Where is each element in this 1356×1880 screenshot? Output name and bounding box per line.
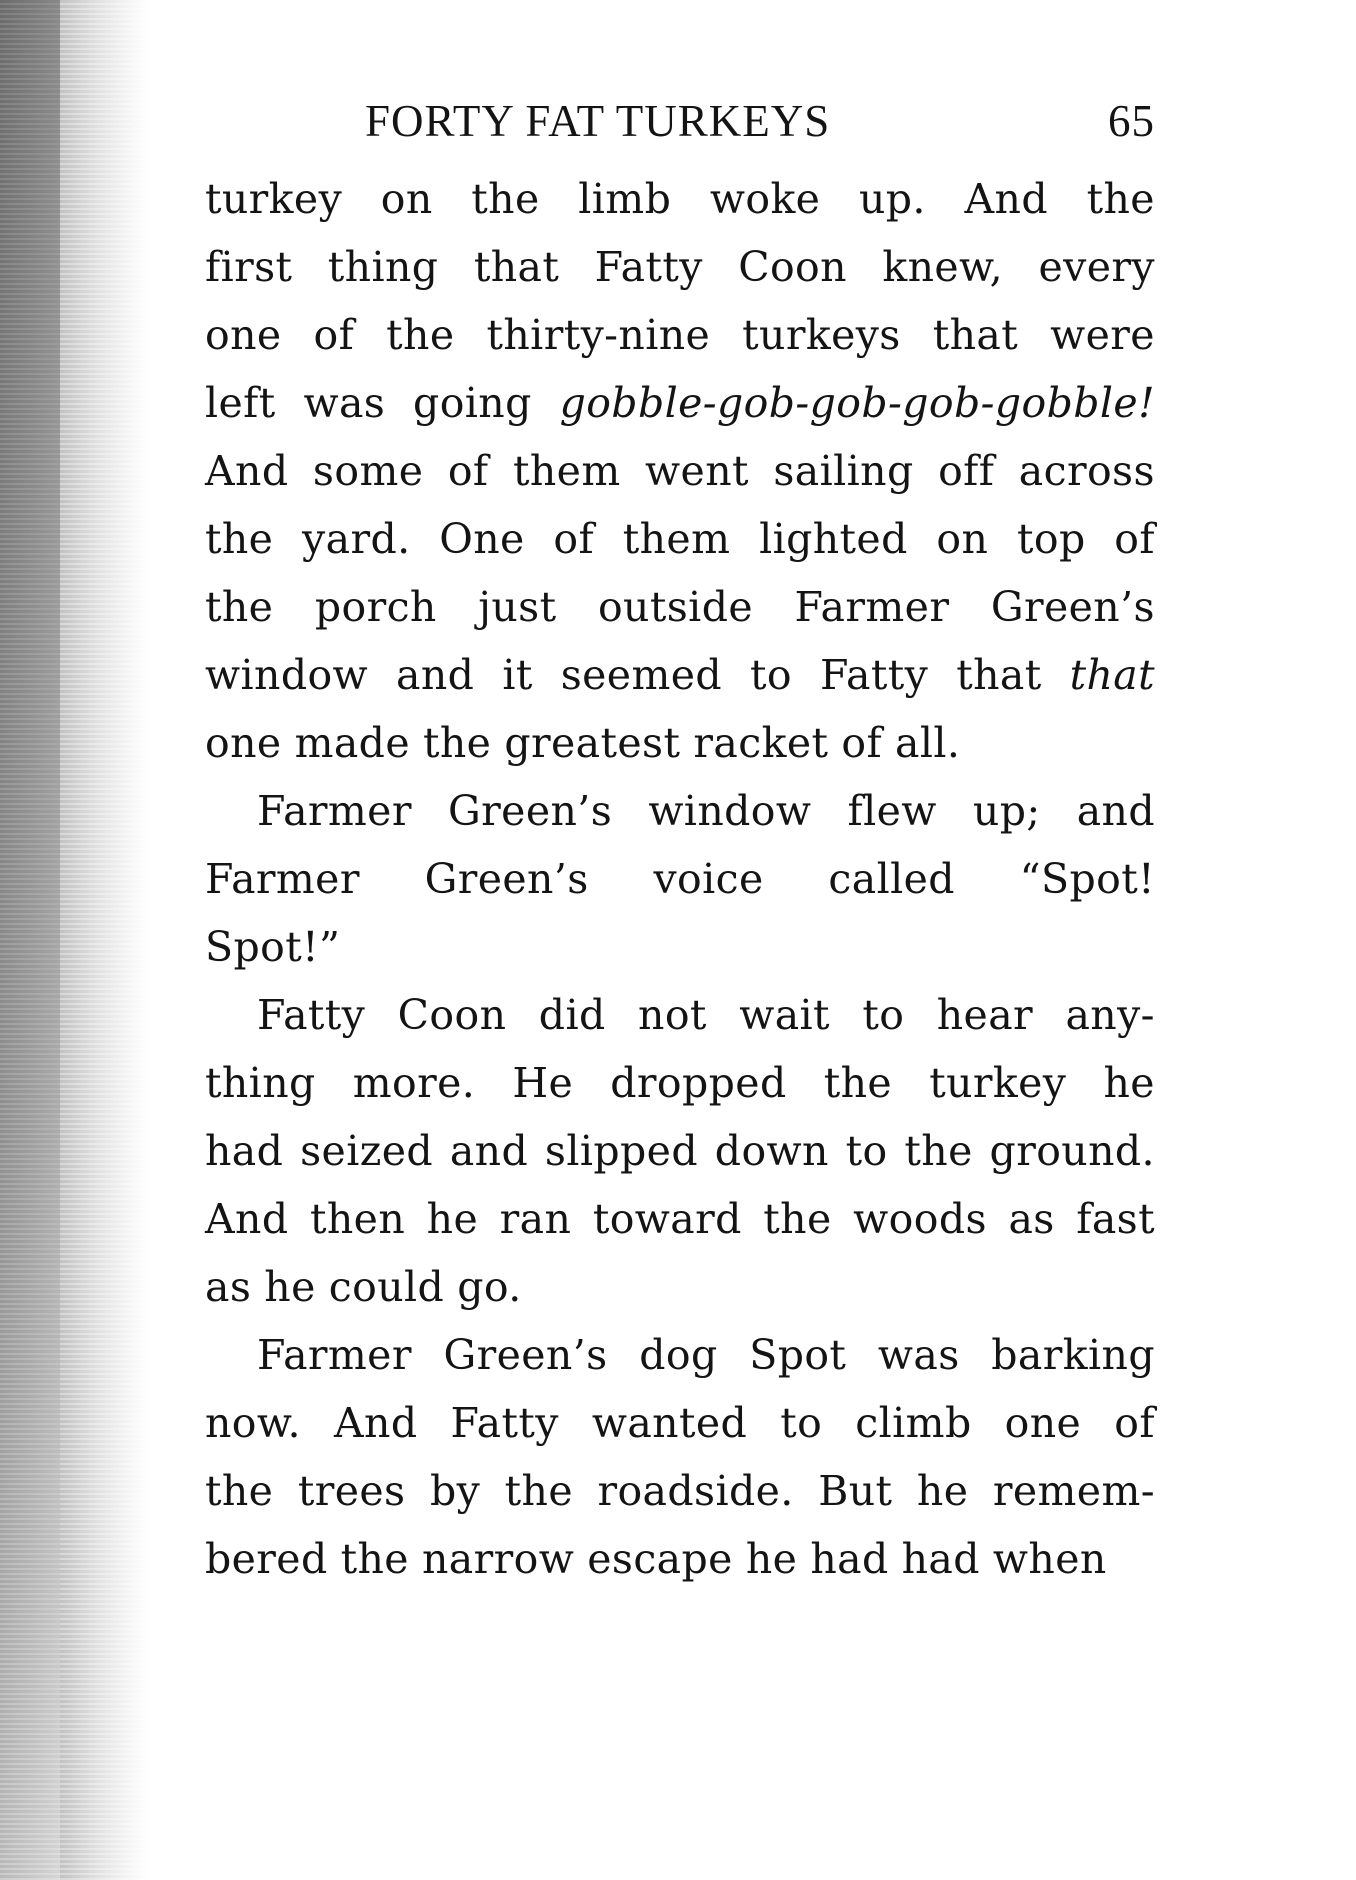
word: the — [471, 175, 540, 223]
word: of — [313, 311, 355, 359]
word: fast — [1076, 1195, 1155, 1243]
word: off — [938, 447, 995, 495]
text-line — [205, 369, 1155, 437]
word: Fatty — [450, 1399, 559, 1447]
word: window — [648, 787, 812, 835]
text-line — [205, 233, 1155, 301]
word: had — [901, 1535, 980, 1583]
word: porch — [314, 583, 437, 631]
text-line — [205, 1117, 1155, 1185]
book-gutter-shadow — [0, 0, 60, 1880]
word: Green’s — [448, 787, 613, 835]
word: he — [745, 1535, 798, 1583]
text-line — [205, 981, 1155, 1049]
word: on — [936, 515, 989, 563]
word: And — [964, 175, 1048, 223]
word: the — [423, 719, 492, 767]
word: Coon — [397, 991, 507, 1039]
word: woods — [853, 1195, 987, 1243]
word: sailing — [773, 447, 914, 495]
word: Farmer — [257, 787, 412, 835]
word: every — [1038, 243, 1155, 291]
word: he — [1103, 1059, 1155, 1107]
word: as — [1008, 1195, 1055, 1243]
word: wait — [739, 991, 830, 1039]
word: not — [638, 991, 707, 1039]
word: And — [205, 1195, 289, 1243]
text-line — [205, 1049, 1155, 1117]
word: knew, — [882, 243, 1004, 291]
text-line — [205, 301, 1155, 369]
word: And — [334, 1399, 418, 1447]
text-line — [205, 1389, 1155, 1457]
word: he — [916, 1467, 969, 1515]
word: to — [780, 1399, 823, 1447]
word: escape — [587, 1535, 733, 1583]
word: and — [1076, 787, 1155, 835]
word: dog — [639, 1331, 718, 1379]
word: of — [447, 447, 489, 495]
word: outside — [597, 583, 753, 631]
text-line — [205, 1457, 1155, 1525]
word: more. — [352, 1059, 476, 1107]
word: ran — [499, 1195, 572, 1243]
word: of — [841, 719, 883, 767]
word: limb — [578, 175, 672, 223]
word: toward — [592, 1195, 742, 1243]
word: he — [426, 1195, 479, 1243]
word: then — [309, 1195, 406, 1243]
word: Fatty — [819, 651, 929, 699]
word: Spot — [749, 1331, 847, 1379]
word: the — [205, 583, 274, 631]
text-line — [205, 845, 1155, 913]
word: of — [1114, 1399, 1155, 1447]
word: turkey — [929, 1059, 1067, 1107]
word: top — [1017, 515, 1086, 563]
text-line — [205, 573, 1155, 641]
word: that — [1069, 651, 1155, 699]
word: he — [264, 1263, 316, 1311]
word: one — [1004, 1399, 1082, 1447]
word: lighted — [759, 515, 908, 563]
word: the — [904, 1127, 973, 1175]
word: the — [386, 311, 455, 359]
word: yard. — [302, 515, 411, 563]
word: to — [750, 651, 792, 699]
book-page — [205, 95, 1155, 1593]
word: all. — [895, 719, 961, 767]
word: just — [478, 583, 557, 631]
word: the — [205, 515, 274, 563]
word: flew — [847, 787, 937, 835]
word: seized — [300, 1127, 434, 1175]
word: the — [205, 1467, 274, 1515]
word: and — [396, 651, 475, 699]
word: one — [205, 719, 282, 767]
word: seemed — [560, 651, 723, 699]
word: the — [763, 1195, 832, 1243]
word: up. — [858, 175, 926, 223]
word: slipped — [544, 1127, 698, 1175]
word: gobble-gob-gob-gob-gobble! — [559, 379, 1155, 427]
word: of — [1114, 515, 1155, 563]
word: went — [645, 447, 749, 495]
text-line — [205, 777, 1155, 845]
word: when — [992, 1535, 1107, 1583]
word: the — [340, 1535, 409, 1583]
word: And — [205, 447, 289, 495]
text-line — [205, 437, 1155, 505]
word: by — [429, 1467, 481, 1515]
word: Farmer — [205, 855, 360, 903]
word: thing — [205, 1059, 316, 1107]
word: Coon — [738, 243, 847, 291]
word: across — [1018, 447, 1155, 495]
word: Green’s — [990, 583, 1155, 631]
word: left — [205, 379, 276, 427]
word: the — [1086, 175, 1155, 223]
word: the — [823, 1059, 893, 1107]
word: them — [622, 515, 731, 563]
word: one — [205, 311, 282, 359]
word: now. — [205, 1399, 301, 1447]
word: trees — [297, 1467, 406, 1515]
text-line — [205, 641, 1155, 709]
word: up; — [972, 787, 1041, 835]
word: Green’s — [443, 1331, 608, 1379]
word: had — [205, 1127, 284, 1175]
word: go. — [457, 1263, 522, 1311]
text-line — [205, 1253, 1155, 1321]
word: that — [473, 243, 560, 291]
word: first — [205, 243, 293, 291]
word: ground. — [989, 1127, 1155, 1175]
word: Farmer — [794, 583, 950, 631]
word: could — [328, 1263, 445, 1311]
text-line — [205, 1185, 1155, 1253]
word: window — [205, 651, 369, 699]
word: turkey — [205, 175, 343, 223]
word: to — [845, 1127, 888, 1175]
word: wanted — [591, 1399, 748, 1447]
text-line — [205, 913, 1155, 981]
word: any- — [1065, 991, 1155, 1039]
word: them — [512, 447, 621, 495]
word: that — [956, 651, 1042, 699]
word: made — [294, 719, 410, 767]
word: had — [810, 1535, 889, 1583]
word: roadside. — [597, 1467, 794, 1515]
word: thirty-nine — [486, 311, 711, 359]
text-line — [205, 165, 1155, 233]
word: some — [312, 447, 424, 495]
word: were — [1050, 311, 1155, 359]
word: hear — [936, 991, 1034, 1039]
word: called — [828, 855, 955, 903]
word: the — [504, 1467, 573, 1515]
word: of — [553, 515, 595, 563]
word: was — [303, 379, 386, 427]
running-header — [205, 95, 1155, 165]
page-number: 65 — [1108, 96, 1155, 146]
word: Farmer — [257, 1331, 412, 1379]
word: racket — [693, 719, 829, 767]
word: turkeys — [742, 311, 901, 359]
word: Spot!” — [205, 923, 341, 971]
text-line — [205, 1525, 1155, 1593]
text-line — [205, 505, 1155, 573]
word: remem- — [992, 1467, 1155, 1515]
word: it — [502, 651, 533, 699]
word: down — [714, 1127, 829, 1175]
word: thing — [327, 243, 439, 291]
word: woke — [709, 175, 821, 223]
word: One — [439, 515, 525, 563]
running-title: FORTY FAT TURKEYS — [365, 96, 831, 146]
word: greatest — [504, 719, 681, 767]
word: as — [205, 1263, 252, 1311]
word: to — [862, 991, 905, 1039]
page-body-text — [205, 165, 1155, 1593]
word: that — [932, 311, 1019, 359]
word: and — [449, 1127, 529, 1175]
word: “Spot! — [1019, 855, 1155, 903]
word: did — [538, 991, 606, 1039]
word: barking — [991, 1331, 1155, 1379]
word: climb — [855, 1399, 972, 1447]
word: going — [413, 379, 532, 427]
word: Fatty — [257, 991, 366, 1039]
word: dropped — [610, 1059, 787, 1107]
word: bered — [205, 1535, 328, 1583]
word: Fatty — [594, 243, 703, 291]
word: But — [818, 1467, 893, 1515]
text-line — [205, 709, 1155, 777]
word: Green’s — [424, 855, 589, 903]
word: on — [380, 175, 433, 223]
word: narrow — [421, 1535, 575, 1583]
word: was — [877, 1331, 960, 1379]
text-line — [205, 1321, 1155, 1389]
word: voice — [653, 855, 764, 903]
word: He — [512, 1059, 574, 1107]
